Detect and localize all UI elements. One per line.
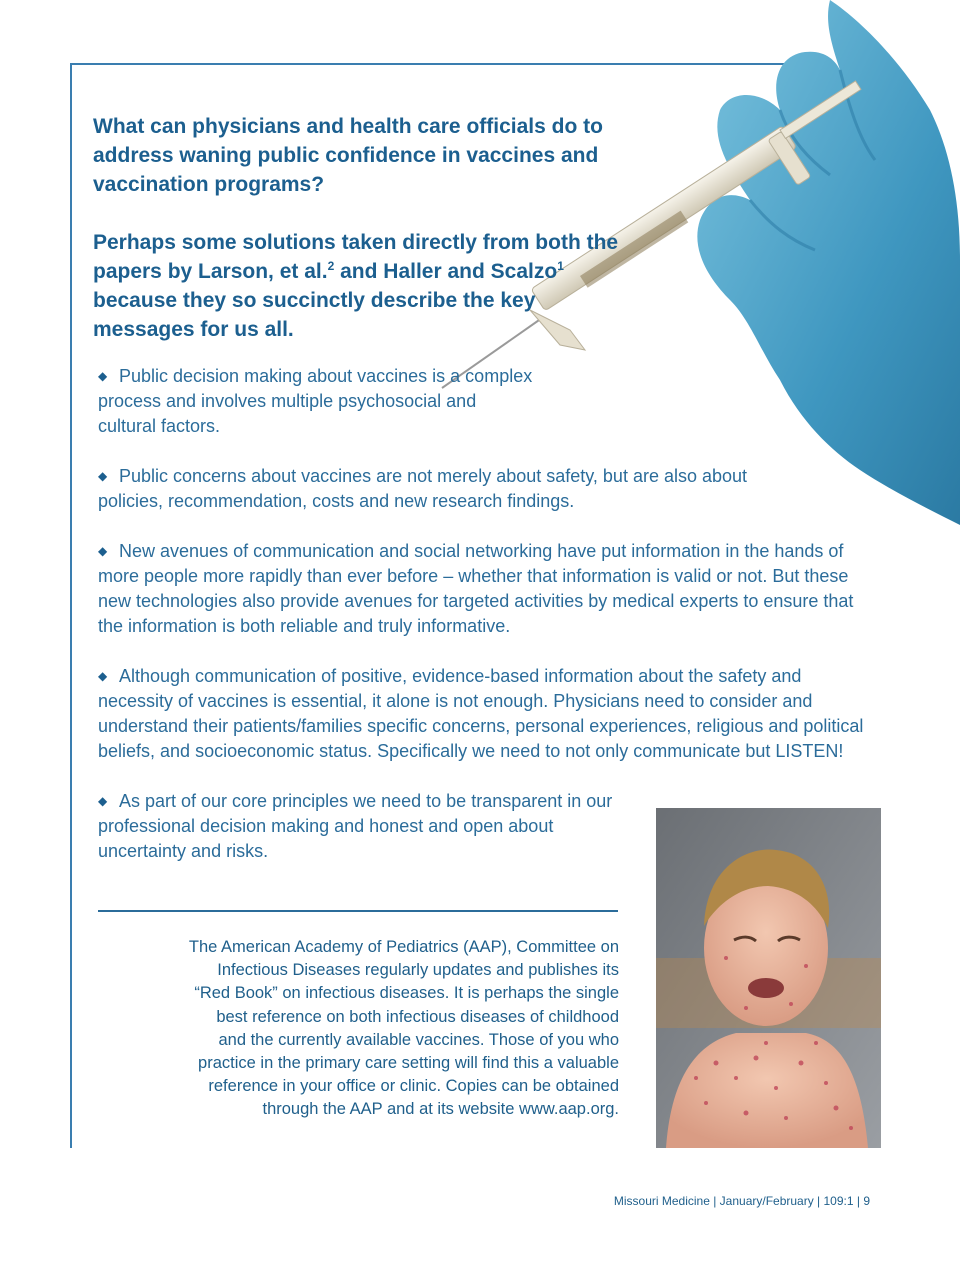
lead-question: What can physicians and health care officials do to address waning public confidence in vaccines and vaccination programs? [93,115,603,196]
list-item: ◆ Public decision making about vaccines is a complex process and involves multiple psychosocial and cultural factors. [98,366,533,436]
child-with-measles-photo [656,808,881,1148]
diamond-bullet-icon: ◆ [98,544,108,558]
list-item: ◆ New avenues of communication and social networking have put information in the hands of more people more rapidly than ever before – whether that information is valid or not. But these new technologies also provide avenues for targeted activities by medical experts to ensure that the information is both reliable and truly informative. [98,541,854,636]
page-footer: Missouri Medicine | January/February | 109:1 | 9 [613,1194,870,1208]
list-item: ◆ As part of our core principles we need to be transparent in our professional decision making and honest and open about uncertainty and risks. [98,791,613,861]
diamond-bullet-icon: ◆ [98,669,108,683]
lead-solutions: Perhaps some solutions taken directly from both the papers by Larson, et al.$^2$ and Haller and Scalzo$^1$ because they so succinctly describe the key messages for us all. [93,231,619,341]
list-item: ◆ Although communication of positive, evidence-based information about the safety and necessity of vaccines is essential, it alone is not enough. Physicians need to consider and understand their patients/families specific concerns, personal experiences, religious and political beliefs, and socioeconomic status. Specifically we need to not only communicate but LISTEN! [98,666,864,761]
lead-questions [93,112,633,344]
aap-red-book-note: The American Academy of Pediatrics (AAP), Committee on Infectious Diseases regularly updates and publishes its “Red Book” on infectious diseases. It is perhaps the single best reference on both infectious diseases of childhood and the currently available vaccines. Those of you who practice in the primary care setting will find this a valuable reference in your office or clinic. Copies can be obtained through the AAP and at its website www.aap.org. [188,938,619,1119]
frame-left-rule [70,63,72,1148]
diamond-bullet-icon: ◆ [98,369,108,383]
diamond-bullet-icon: ◆ [98,469,108,483]
list-item: ◆ Public concerns about vaccines are not merely about safety, but are also about policies, recommendation, costs and new research findings. [98,466,748,511]
diamond-bullet-icon: ◆ [98,794,108,808]
section-divider [98,910,618,912]
